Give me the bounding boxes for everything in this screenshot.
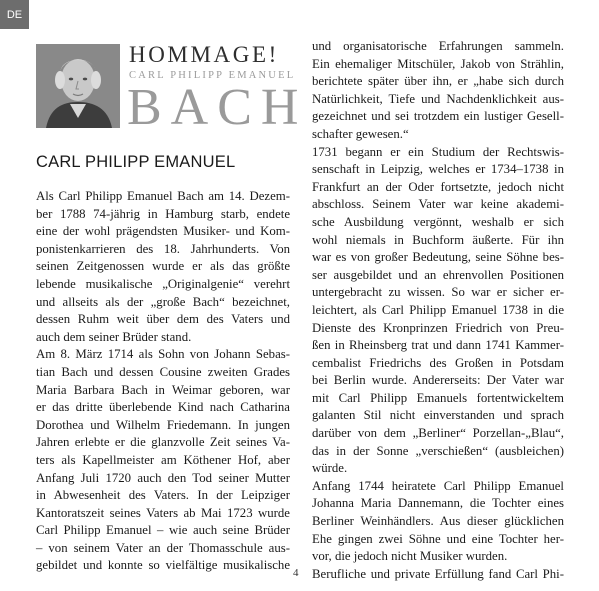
portrait-image <box>36 44 120 128</box>
text-line: ponistenkarrieren des 18. Jahrhunderts. Von <box>36 241 290 256</box>
text-line: berichtete später über ihn, er „habe sich durch <box>312 74 564 89</box>
text-line: Ein ehemaliger Mitschüler, Jakob von Strählin, <box>312 56 564 71</box>
text-line: Berufliche und private Erfüllung fand Carl Phi- <box>312 566 564 581</box>
text-line: eine der wohl prägendsten Musiker- und Kom- <box>36 224 290 239</box>
left-column <box>36 188 290 575</box>
header-hommage: HOMMAGE! <box>129 42 279 67</box>
text-line: Kantoratszeit seines Vaters ab Mai 1723 wurde <box>36 505 290 520</box>
text-line: leichtert, als Carl Philipp Emanuel 1738 in die <box>312 302 564 317</box>
text-line: gebildet und konnte so vielfältige musikalische <box>36 558 290 573</box>
text-line: das in der Sonne „verschießen“ (ausbleichen) <box>312 443 564 458</box>
text-line: Berliner Weinhändlers. Aus dieser glücklichen <box>312 514 564 529</box>
text-line: Als Carl Philipp Emanuel Bach am 14. Dezem- <box>36 189 290 203</box>
text-line: Carl Philipp Emanuel – wie auch seine Brüder <box>36 523 290 538</box>
right-column <box>312 38 564 583</box>
text-line: seinen Zeitgenossen wurde er als das größte <box>36 259 290 274</box>
text-line: würde. <box>312 461 348 476</box>
text-line: Johanna Maria Dannemann, die Tochter eines <box>312 496 564 511</box>
text-line: 1731 begann er ein Studium der Rechtswis- <box>312 144 564 159</box>
text-line: Maria Barbara Bach in Weimar geboren, war <box>36 382 290 397</box>
text-line: mit Carl Philipp Emanuels fortentwickeltem <box>312 390 564 405</box>
text-line: Dienste des Kronprinzen Friedrich von Preu- <box>312 320 564 335</box>
text-line: ber 1788 74-jährig in Hamburg starb, endete <box>36 206 290 221</box>
text-line: und organisatorische Erfahrungen sammeln. <box>312 39 564 53</box>
text-line: Jahren erlebte er die glanzvolle Zeit seines Va- <box>36 435 290 450</box>
text-line: Natürlichkeit, Tiefe und Nachdenklichkeit aus- <box>312 91 564 106</box>
text-line: wohl niemals in Buchform äußerte. Für ihn <box>312 232 564 247</box>
text-line: vor, die jedoch nicht Musiker wurden. <box>312 549 508 564</box>
text-line: abschloss. Seinem Vater war keine akademi- <box>312 197 564 212</box>
text-line: tian Bach und dessen Cousine zweiten Grades <box>36 364 290 379</box>
text-line: darüber von dem „Berliner“ Porzellan-„Blau“, <box>312 426 564 441</box>
text-line: untergebracht zu wissen. So war er sicher er- <box>312 285 564 300</box>
text-line: Ehe gingen zwei Söhne und eine Tochter her- <box>312 531 564 546</box>
text-line: Dorothea und Wilhelm Friedemann. In jungen <box>36 417 290 432</box>
header-subname: CARL PHILIPP EMANUEL <box>129 70 296 81</box>
text-line: ters als Kapellmeister am Köthener Hof, aber <box>36 452 290 467</box>
text-line: und allseits als der „große Bach“ bezeichnet, <box>36 294 290 309</box>
text-line: schafter gewesen.“ <box>312 126 409 141</box>
text-line: gezeichnet und sei trotzdem ein lustiger Gesell- <box>312 109 564 124</box>
text-line: – von seinem Vater an der Thomasschule aus- <box>36 540 290 555</box>
text-line: in Abwesenheit des Vaters. In der Leipziger <box>36 488 290 503</box>
text-line: war es von großer Bedeutung, seine Söhne bes- <box>312 250 564 265</box>
text-line: Anfang Juli 1720 auch den Tod seiner Mutter <box>36 470 290 485</box>
text-line: ßen in Rheinsberg trat und dann 1741 Kammer- <box>312 338 564 353</box>
text-line: Anfang 1744 heiratete Carl Philipp Emanuel <box>312 478 564 493</box>
page-number: 4 <box>293 567 299 579</box>
section-title: CARL PHILIPP EMANUEL <box>36 153 236 171</box>
text-line: ser ausgebildet und an ehrenvollen Positionen <box>312 267 564 282</box>
text-line: dessen Ruhm weit über dem des Vaters und <box>36 312 290 327</box>
text-line: sche Ausbildung vergönnt, weshalb er sich <box>312 214 564 229</box>
text-line: auch dem seiner Brüder stand. <box>36 329 192 344</box>
text-line: er das dritte überlebende Kind nach Catharina <box>36 400 290 415</box>
language-tab: DE <box>0 0 29 29</box>
text-line: bei Berlin wurde. Andererseits: Der Vater war <box>312 373 564 388</box>
text-line: lebende musikalische „Originalgenie“ verehrt <box>36 276 290 291</box>
text-line: Frankfurt an der Oder fortsetzte, jedoch nicht <box>312 179 564 194</box>
text-line: galanten Stil nicht einverstanden und sprach <box>312 408 564 423</box>
header-bach: BACH <box>127 79 308 136</box>
text-line: senschaft in Leipzig, welches er 1734–1738 in <box>312 162 564 177</box>
text-line: cembalist Friedrichs des Großen in Potsdam <box>312 355 564 370</box>
text-line: Am 8. März 1714 als Sohn von Johann Sebas- <box>36 347 290 362</box>
